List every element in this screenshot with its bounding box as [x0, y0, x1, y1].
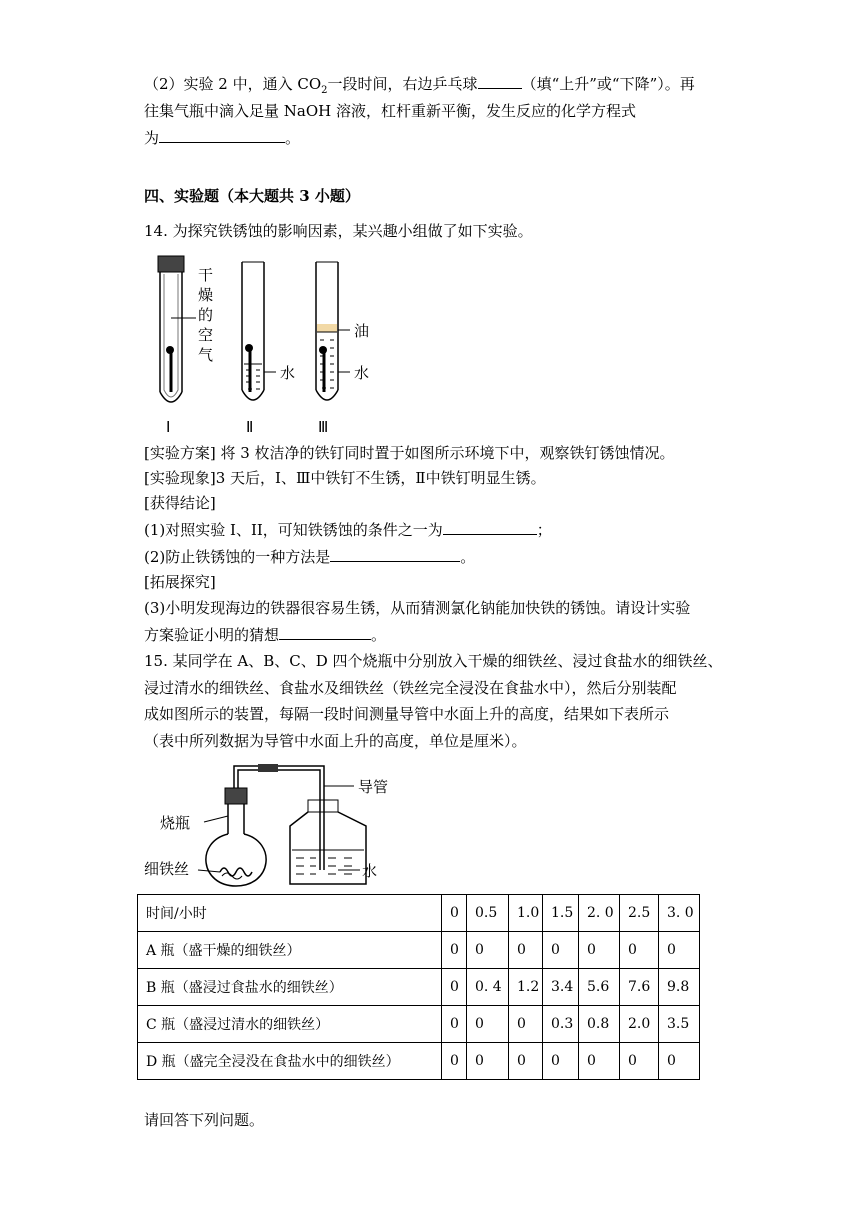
- answer-blank[interactable]: [279, 625, 371, 640]
- table-cell: 0: [543, 1043, 579, 1080]
- test-tube-figure: [150, 252, 380, 438]
- table-cell: 0. 4: [467, 969, 509, 1006]
- table-header-row: [138, 895, 700, 932]
- water-bottle: [290, 800, 366, 884]
- answer-blank[interactable]: [443, 520, 537, 535]
- table-cell: 0: [509, 932, 543, 969]
- q14-phenomenon: [实验现象]3 天后，I、Ⅲ中铁钉不生锈，Ⅱ中铁钉明显生锈。: [144, 469, 546, 487]
- q14-plan: [实验方案] 将 3 枚洁净的铁钉同时置于如图所示环境下中，观察铁钉锈蚀情况。: [144, 444, 675, 462]
- table-cell: 2. 0: [579, 895, 620, 932]
- table-cell: 3. 0: [659, 895, 700, 932]
- q13-line2: 往集气瓶中滴入足量 NaOH 溶液，杠杆重新平衡，发生反应的化学方程式: [144, 102, 636, 120]
- table-cell: 0: [442, 932, 467, 969]
- flask-label: 烧瓶: [160, 814, 191, 832]
- table-cell: 0: [659, 932, 700, 969]
- table-cell: 0: [467, 932, 509, 969]
- iron-wire-label: 细铁丝: [144, 860, 190, 878]
- q14-subquestion-3-line1: (3)小明发现海边的铁器很容易生锈，从而猜测氯化钠能加快铁的锈蚀。请设计实验: [144, 599, 691, 617]
- q15-line4: （表中所列数据为导管中水面上升的高度，单位是厘米）。: [144, 732, 527, 750]
- q15-line3: 成如图所示的装置，每隔一段时间测量导管中水面上升的高度，结果如下表所示: [144, 705, 670, 723]
- table-cell: 5.6: [579, 969, 620, 1006]
- table-cell: 0: [509, 1043, 543, 1080]
- water-label: 水: [280, 364, 296, 382]
- svg-text:燥: 燥: [198, 286, 214, 304]
- table-cell: 0.5: [467, 895, 509, 932]
- table-cell: 0: [659, 1043, 700, 1080]
- q13-line3: 为 。: [144, 129, 301, 147]
- table-cell: 7.6: [620, 969, 659, 1006]
- oil-label: 油: [354, 322, 370, 340]
- table-cell: 3.5: [659, 1006, 700, 1043]
- q14-subquestion-3-line2: 方案验证小明的猜想 。: [144, 626, 387, 644]
- test-tube-1: [158, 256, 196, 402]
- table-cell: 0: [509, 1006, 543, 1043]
- table-cell: 0.3: [543, 1006, 579, 1043]
- table-cell: D 瓶（盛完全浸没在食盐水中的细铁丝）: [138, 1043, 442, 1080]
- tube-label-2: Ⅱ: [246, 418, 254, 436]
- table-cell: 0.8: [579, 1006, 620, 1043]
- table-cell: 0: [442, 1043, 467, 1080]
- answer-blank[interactable]: [478, 74, 522, 89]
- table-cell: 0: [442, 969, 467, 1006]
- table-cell: 0: [442, 895, 467, 932]
- table-cell: 3.4: [543, 969, 579, 1006]
- table-cell: 9.8: [659, 969, 700, 1006]
- q14-subquestion-1: (1)对照实验 I、II，可知铁锈蚀的条件之一为 ；: [144, 521, 552, 539]
- q14-conclusion-heading: [获得结论]: [144, 494, 216, 512]
- tube-label-3: Ⅲ: [318, 418, 329, 436]
- tube-label: 导管: [358, 778, 389, 796]
- table-cell: 0: [620, 932, 659, 969]
- table-cell: 1.2: [509, 969, 543, 1006]
- test-tube-3: [316, 262, 350, 400]
- svg-text:空: 空: [198, 326, 214, 344]
- dry-air-label: [198, 266, 213, 364]
- section-heading: 四、实验题（本大题共 3 小题）: [144, 187, 360, 205]
- results-table: [137, 894, 700, 1080]
- svg-text:干: 干: [198, 266, 214, 284]
- q14-subquestion-2: (2)防止铁锈蚀的一种方法是 。: [144, 548, 476, 566]
- apparatus-figure: [140, 760, 389, 890]
- svg-text:气: 气: [198, 346, 214, 364]
- table-cell: 0: [467, 1006, 509, 1043]
- table-cell: 2.0: [620, 1006, 659, 1043]
- flask: [206, 764, 324, 886]
- table-cell: 0: [543, 932, 579, 969]
- svg-text:的: 的: [198, 306, 214, 324]
- table-cell: 1.0: [509, 895, 543, 932]
- answer-blank[interactable]: [330, 547, 460, 562]
- q13-line1: （2）实验 2 中，通入 $CO_2$一段时间，右边乒乓球 （填“上升”或“下降”）。再: [144, 75, 695, 96]
- table-row: [138, 969, 700, 1006]
- answer-blank[interactable]: [159, 128, 285, 143]
- table-cell: 时间/小时: [138, 895, 442, 932]
- table-row: [138, 1043, 700, 1080]
- table-cell: 1.5: [543, 895, 579, 932]
- q15-ask: 请回答下列问题。: [144, 1111, 265, 1129]
- q14-extend-heading: [拓展探究]: [144, 573, 216, 591]
- table-cell: 0: [579, 932, 620, 969]
- tube-label-1: Ⅰ: [166, 418, 171, 436]
- table-row: [138, 932, 700, 969]
- table-cell: C 瓶（盛浸过清水的细铁丝）: [138, 1006, 442, 1043]
- table-cell: 2.5: [620, 895, 659, 932]
- table-cell: 0: [620, 1043, 659, 1080]
- q15-line1: 15. 某同学在 A、B、C、D 四个烧瓶中分别放入干燥的细铁丝、浸过食盐水的细铁丝、: [144, 652, 723, 670]
- table-cell: B 瓶（盛浸过食盐水的细铁丝）: [138, 969, 442, 1006]
- table-cell: A 瓶（盛干燥的细铁丝）: [138, 932, 442, 969]
- table-row: [138, 1006, 700, 1043]
- water-label: 水: [354, 364, 370, 382]
- q14-intro: 14. 为探究铁锈蚀的影响因素，某兴趣小组做了如下实验。: [144, 222, 533, 240]
- test-tube-2: [242, 262, 276, 400]
- table-cell: 0: [442, 1006, 467, 1043]
- table-cell: 0: [579, 1043, 620, 1080]
- water-label: 水: [362, 862, 378, 880]
- q15-line2: 浸过清水的细铁丝、食盐水及细铁丝（铁丝完全浸没在食盐水中），然后分别装配: [144, 679, 677, 697]
- table-cell: 0: [467, 1043, 509, 1080]
